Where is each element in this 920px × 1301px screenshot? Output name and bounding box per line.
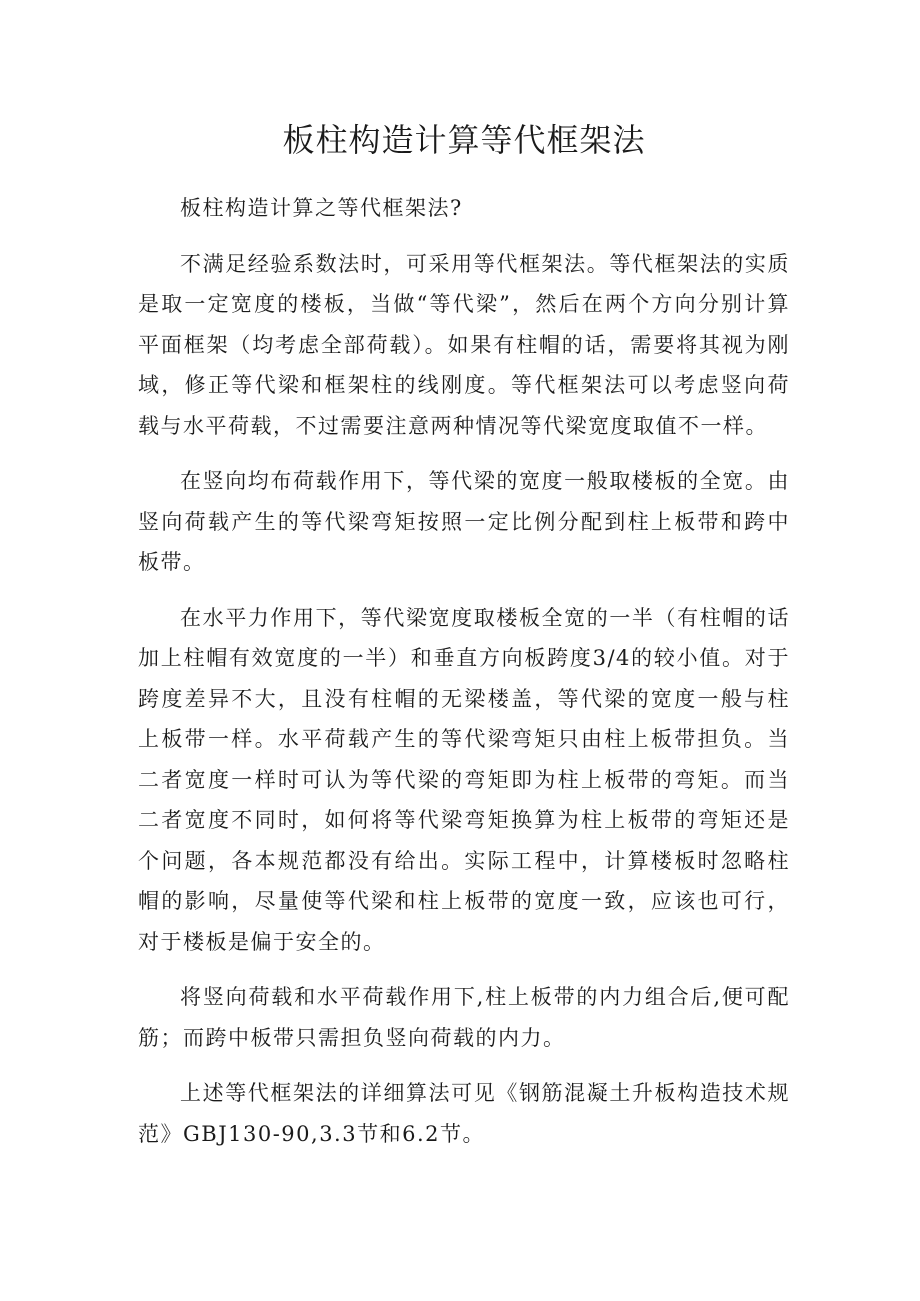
paragraph-vertical-load: 在竖向均布荷载作用下，等代梁的宽度一般取楼板的全宽。由竖向荷载产生的等代梁弯矩按照一定比例分配到柱上板带和跨中板带。 bbox=[138, 469, 790, 574]
paragraph-horizontal-load: 在水平力作用下，等代梁宽度取楼板全宽的一半（有柱帽的话加上柱帽有效宽度的一半）和垂直方向板跨度3/4的较小值。对于跨度差异不大，且没有柱帽的无梁楼盖，等代梁的宽度一般与柱上板带一样。水平荷载产生的等代梁弯矩只由柱上板带担负。当二者宽度一样时可认为等代梁的弯矩即为柱上板带的弯矩。而当二者宽度不同时，如何将等代梁弯矩换算为柱上板带的弯矩还是个问题，各本规范都没有给出。实际工程中，计算楼板时忽略柱帽的影响，尽量使等代梁和柱上板带的宽度一致，应该也可行，对于楼板是偏于安全的。 bbox=[138, 605, 790, 954]
paragraph-intro: 不满足经验系数法时，可采用等代框架法。等代框架法的实质是取一定宽度的楼板，当做“等代梁”，然后在两个方向分别计算平面框架（均考虑全部荷载）。如果有柱帽的话，需要将其视为刚域，修正等代梁和框架柱的线刚度。等代框架法可以考虑竖向荷载与水平荷载，不过需要注意两种情况等代梁宽度取值不一样。 bbox=[138, 251, 790, 438]
document-title: 板柱构造计算等代框架法 bbox=[282, 121, 646, 159]
paragraph-reference: 上述等代框架法的详细算法可见《钢筋混凝土升板构造技术规范》GBJ130-90,3.3节和6.2节。 bbox=[138, 1081, 790, 1146]
paragraph-question: 板柱构造计算之等代框架法? bbox=[180, 196, 463, 220]
paragraph-combination: 将竖向荷载和水平荷载作用下,柱上板带的内力组合后,便可配筋；而跨中板带只需担负竖向荷载的内力。 bbox=[138, 985, 790, 1050]
